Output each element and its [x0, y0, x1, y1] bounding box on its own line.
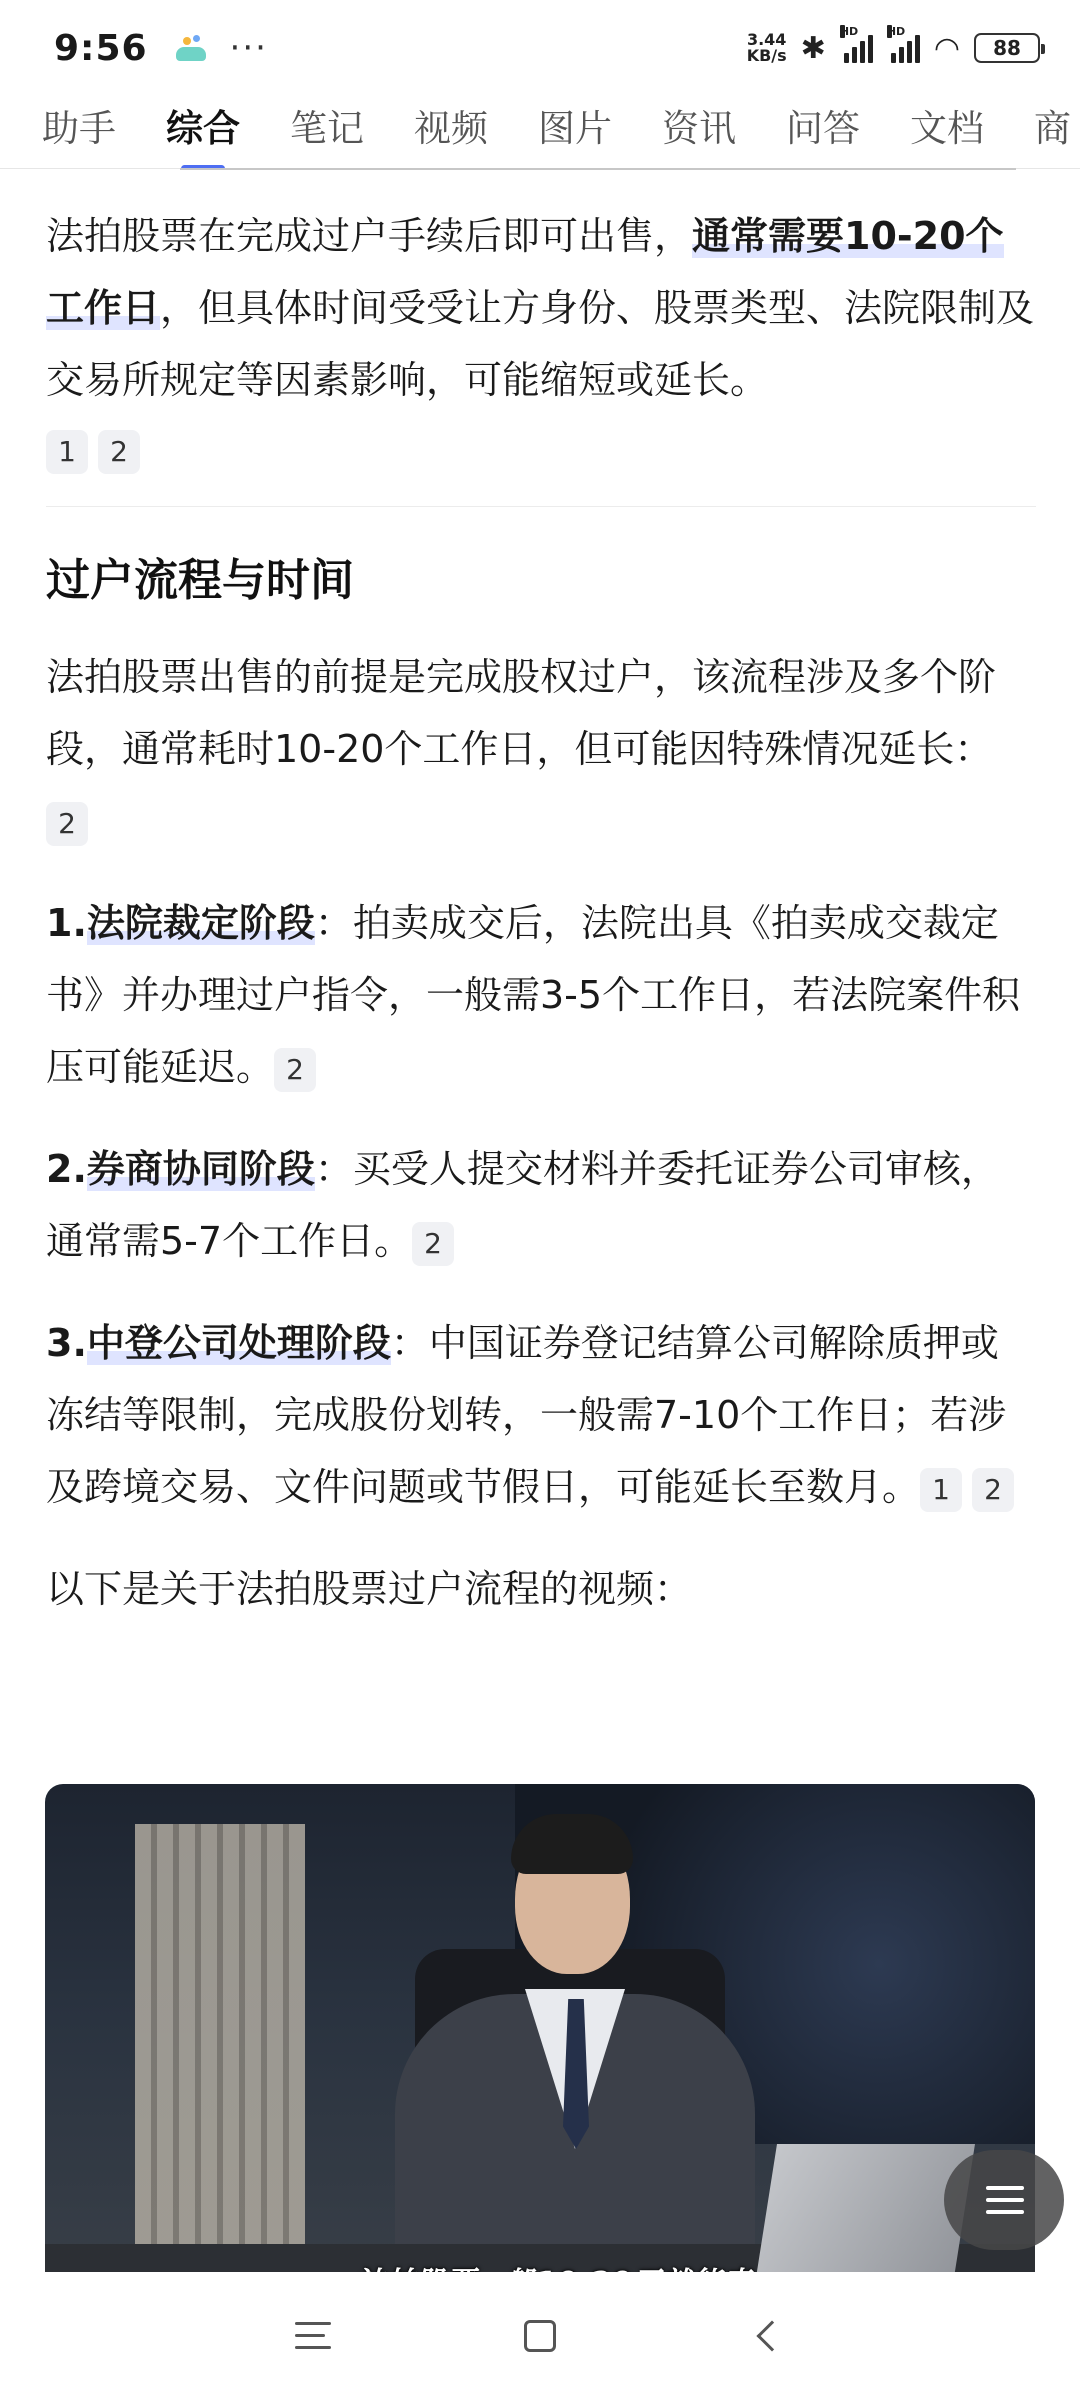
step-number: 3. — [46, 1321, 87, 1365]
network-speed-value: 3.44 — [746, 30, 787, 49]
back-icon — [756, 2320, 787, 2351]
nav-home-button[interactable] — [510, 2306, 570, 2366]
section-title: 过户流程与时间 — [46, 555, 354, 606]
system-nav-bar — [0, 2272, 1080, 2400]
intro-text-after: ，但具体时间受受让方身份、股票类型、法院限制及交易所规定等因素影响，可能缩短或延长。 — [46, 286, 1035, 402]
answer-intro — [46, 200, 1036, 416]
step-title: 法院裁定阶段 — [86, 901, 315, 945]
tab-documents[interactable]: 文档 — [910, 107, 984, 150]
hd-label: HD — [839, 25, 859, 38]
battery-icon: 88 — [974, 33, 1040, 63]
network-speed-unit: KB/s — [746, 46, 787, 65]
reference-badge[interactable]: 2 — [274, 1048, 316, 1092]
hamburger-icon — [986, 2186, 1024, 2214]
tab-comprehensive[interactable]: 综合 — [166, 96, 240, 152]
intro-text-before: 法拍股票在完成过户手续后即可出售， — [46, 214, 693, 258]
section-intro — [46, 641, 1036, 857]
section-divider — [46, 506, 1036, 507]
step-title: 中登公司处理阶段 — [86, 1321, 391, 1365]
step-2 — [46, 1133, 1036, 1277]
video-laptop — [755, 2144, 975, 2284]
intro-refs — [46, 422, 1036, 482]
tab-images[interactable]: 图片 — [538, 107, 612, 150]
tab-news[interactable]: 资讯 — [662, 107, 736, 150]
tab-shop[interactable]: 商 — [1034, 107, 1071, 150]
tab-assistant[interactable]: 助手 — [42, 107, 116, 150]
more-notifications-icon: ··· — [229, 28, 268, 68]
reference-badge[interactable]: 2 — [972, 1468, 1014, 1512]
step-text: ：买受人提交材料并委托证券公司审核，通常需5-7个工作日。 — [46, 1147, 999, 1263]
step-text: ：中国证券登记结算公司解除质押或冻结等限制，完成股份划转，一般需7-10个工作日；若涉及跨境交易、文件问题或节假日，可能延长至数月。 — [46, 1321, 1007, 1509]
network-speed — [747, 32, 787, 64]
tab-qa[interactable]: 问答 — [786, 107, 860, 150]
signal-icon-2 — [886, 25, 920, 63]
intro-highlight: 通常需要10-20个工作日 — [46, 214, 1004, 330]
video-presenter-hair — [511, 1814, 633, 1874]
search-tab-bar — [0, 96, 1080, 170]
tab-notes[interactable]: 笔记 — [290, 107, 364, 150]
app-notification-icon — [174, 35, 208, 61]
video-player[interactable] — [45, 1784, 1035, 2304]
step-text: ：拍卖成交后，法院出具《拍卖成交裁定书》并办理过户指令，一般需3-5个工作日，若法院案件积压可能延迟。 — [46, 901, 1021, 1089]
floating-menu-button[interactable] — [944, 2150, 1064, 2250]
wifi-icon: ◠ — [933, 30, 960, 66]
tab-videos[interactable]: 视频 — [414, 107, 488, 150]
step-number: 1. — [46, 901, 87, 945]
status-right-group — [746, 25, 1040, 66]
status-time: 9:56 — [54, 27, 148, 69]
answer-content — [46, 170, 1036, 1625]
step-1 — [46, 887, 1036, 1103]
reference-badge[interactable]: 1 — [46, 430, 88, 474]
hd-label-2: HD — [886, 25, 906, 38]
nav-back-button[interactable] — [737, 2306, 797, 2366]
video-window-blinds — [135, 1824, 305, 2304]
step-number: 2. — [46, 1147, 87, 1191]
bluetooth-icon: ✱ — [800, 30, 826, 66]
reference-badge[interactable]: 2 — [46, 802, 88, 846]
step-title: 券商协同阶段 — [86, 1147, 315, 1191]
menu-icon — [295, 2322, 331, 2350]
reference-badge[interactable]: 2 — [412, 1222, 454, 1266]
section-intro-text: 法拍股票出售的前提是完成股权过户，该流程涉及多个阶段，通常耗时10-20个工作日，但可能因特殊情况延长： — [46, 655, 997, 771]
home-icon — [524, 2320, 556, 2352]
video-intro: 以下是关于法拍股票过户流程的视频： — [46, 1567, 693, 1611]
status-bar — [0, 0, 1080, 96]
nav-menu-button[interactable] — [283, 2306, 343, 2366]
signal-icon — [839, 25, 873, 63]
reference-badge[interactable]: 2 — [98, 430, 140, 474]
reference-badge[interactable]: 1 — [920, 1468, 962, 1512]
step-3 — [46, 1307, 1036, 1523]
